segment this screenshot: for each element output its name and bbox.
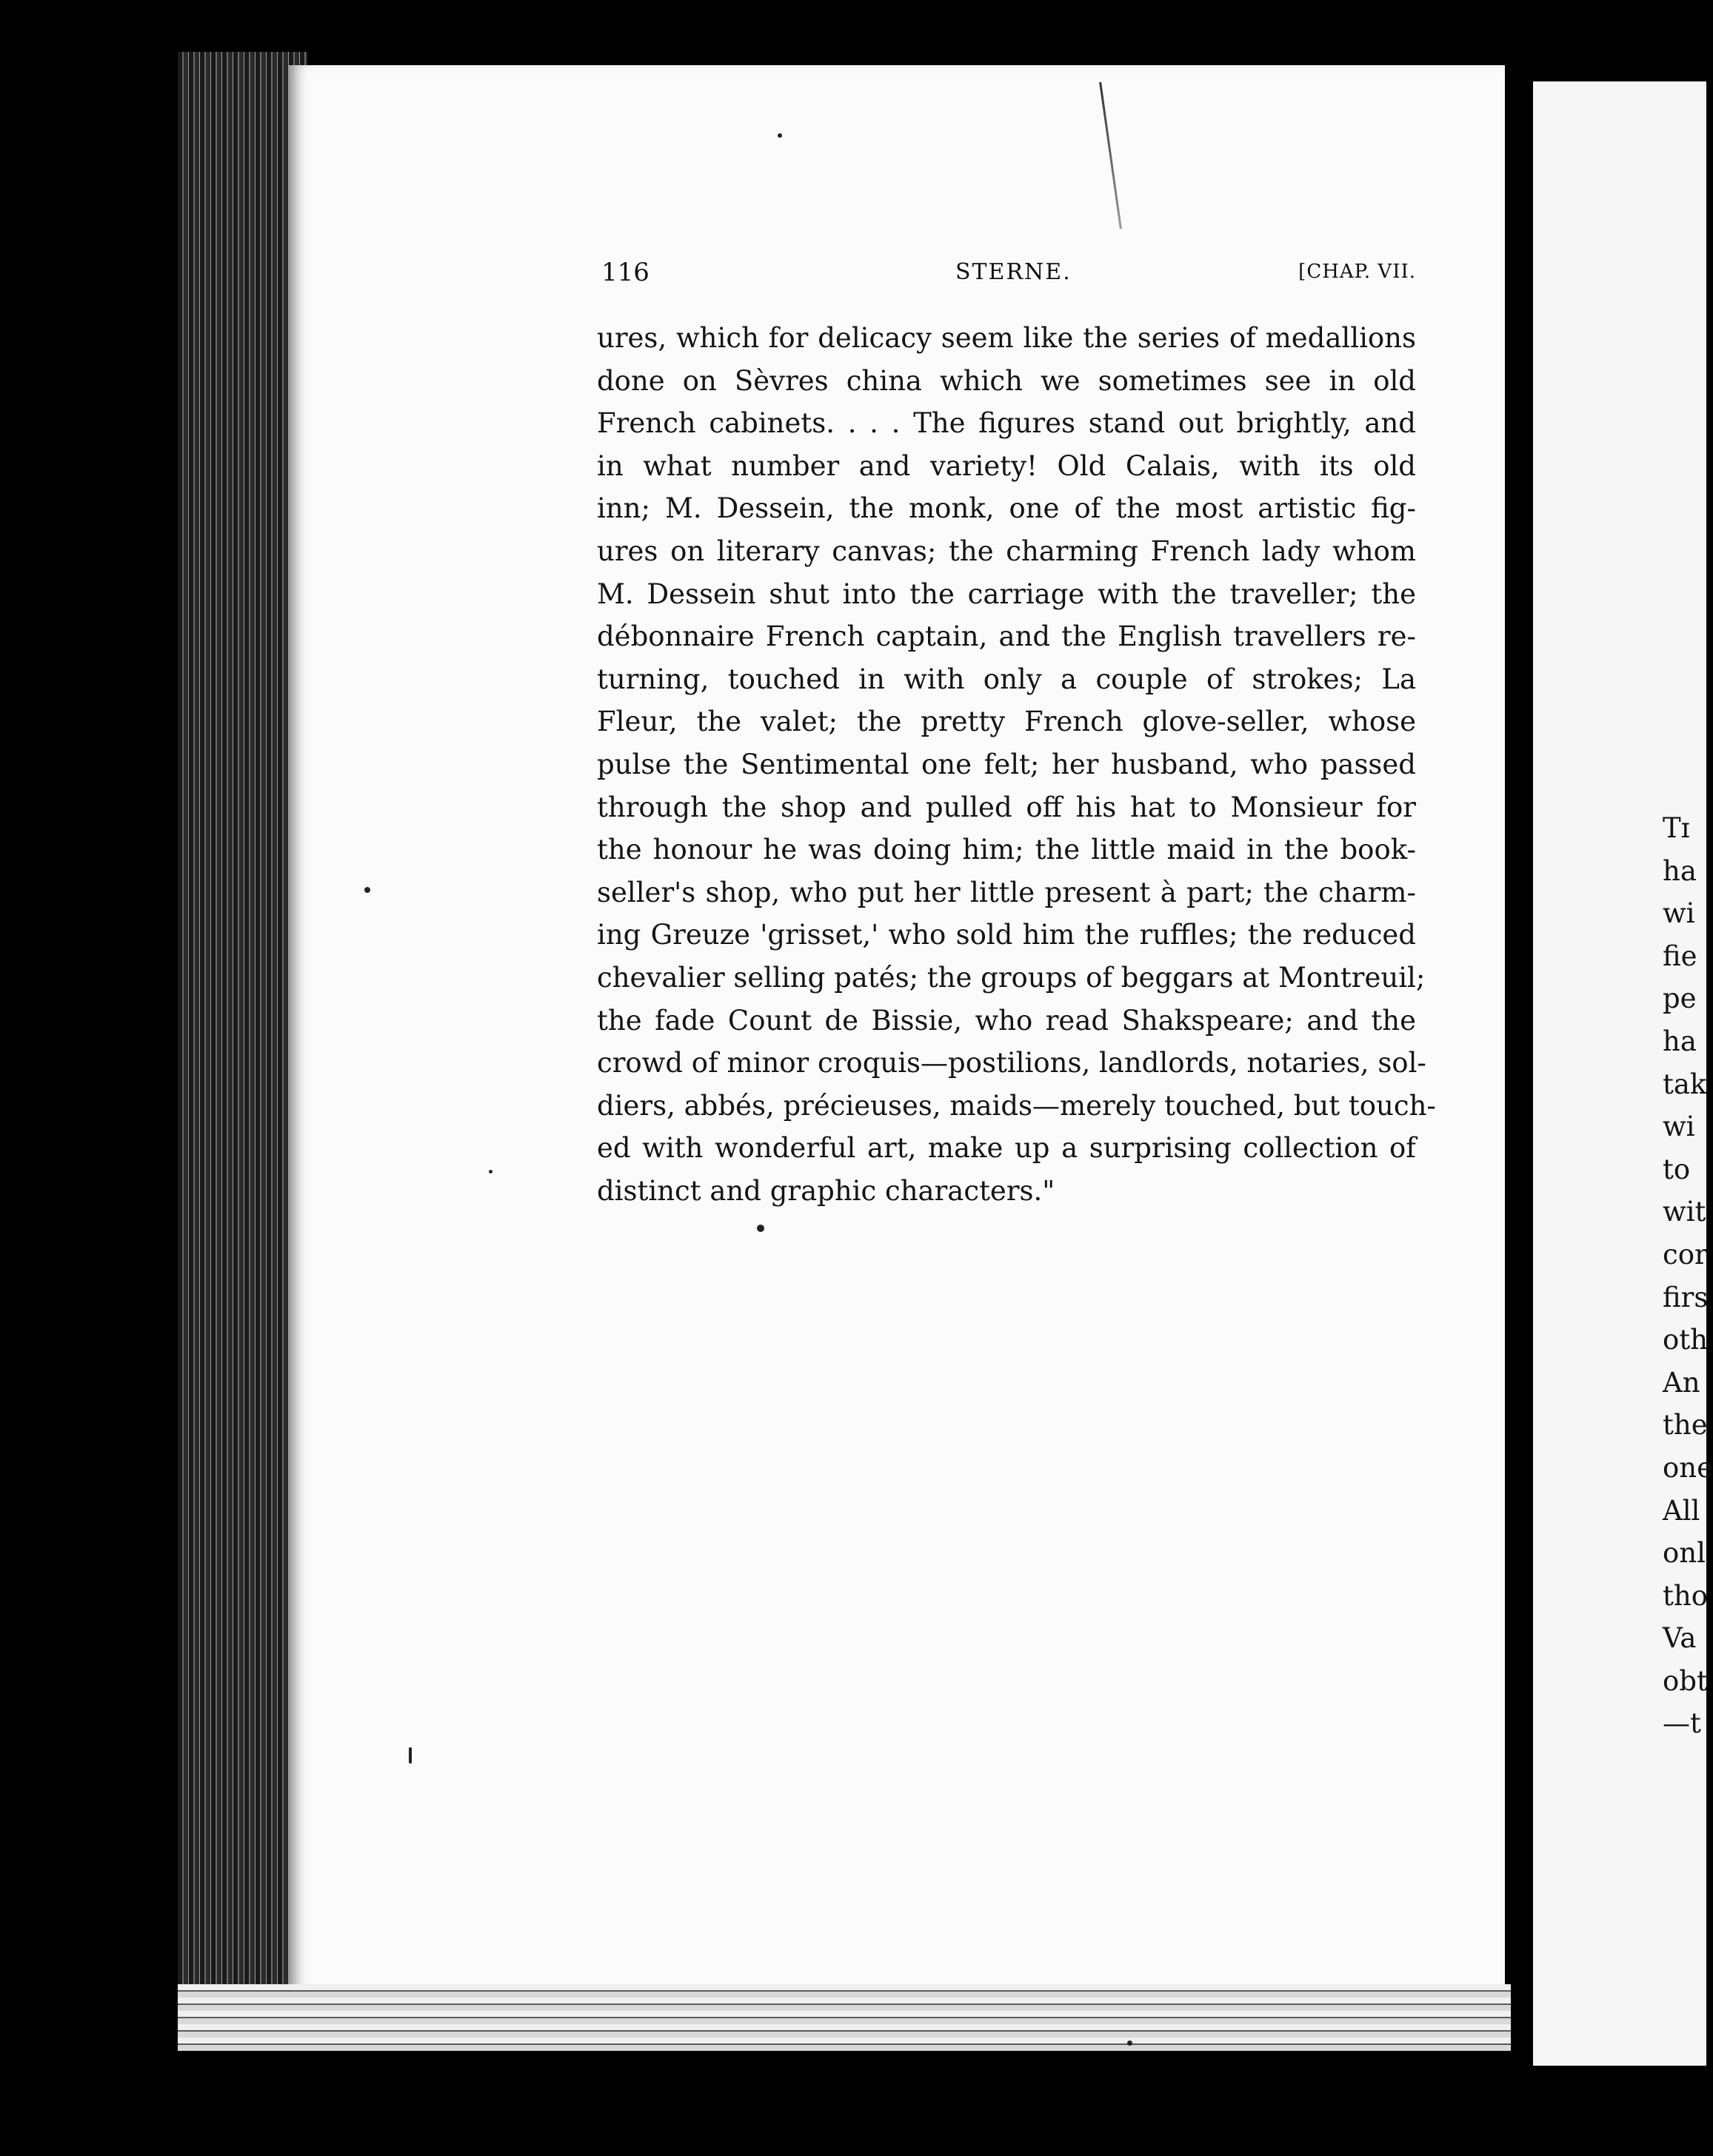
facing-line: wit: [1663, 1196, 1706, 1228]
facing-line: to: [1663, 1153, 1691, 1185]
body-text: [597, 317, 1436, 1212]
text-line: ed with wonderful art, make up a surprising collection of: [597, 1132, 1416, 1165]
text-line: the fade Count de Bissie, who read Shakspeare; and the: [597, 1004, 1416, 1037]
text-line: ures on literary canvas; the charming French lady whom: [597, 535, 1416, 567]
text-line: débonnaire French captain, and the English travellers re-: [597, 620, 1416, 653]
facing-line: pe: [1663, 982, 1697, 1015]
facing-line: firs: [1663, 1281, 1709, 1313]
text-line: turning, touched in with only a couple of strokes; La: [597, 663, 1416, 695]
facing-line: Tɪ: [1663, 812, 1690, 844]
text-line: in what number and variety! Old Calais, with its old: [597, 449, 1416, 482]
text-line: done on Sèvres china which we sometimes see in old: [597, 364, 1416, 397]
facing-line: cor: [1663, 1238, 1708, 1270]
book-bottom-edge: [178, 1984, 1511, 2051]
text-line: pulse the Sentimental one felt; her husband, who passed: [597, 748, 1416, 780]
facing-line: obt: [1663, 1664, 1708, 1697]
facing-line: wi: [1663, 1111, 1695, 1143]
ink-fleck: [364, 887, 370, 893]
facing-line: tho: [1663, 1579, 1708, 1612]
facing-line: ha: [1663, 1025, 1697, 1057]
facing-line: the: [1663, 1409, 1708, 1442]
book-page-edges: [178, 52, 307, 2006]
ink-fleck: [757, 1225, 764, 1232]
ink-fleck: [409, 1747, 412, 1764]
text-line: seller's shop, who put her little present à part; the charm-: [597, 876, 1416, 908]
facing-line: An: [1663, 1366, 1700, 1399]
facing-line: oth: [1663, 1324, 1708, 1356]
facing-line: fie: [1663, 940, 1697, 972]
page-number: 116: [601, 258, 650, 287]
facing-line: All: [1663, 1494, 1700, 1527]
text-line: through the shop and pulled off his hat to Monsieur for: [597, 791, 1416, 823]
text-line: Fleur, the valet; the pretty French glove-seller, whose: [597, 706, 1416, 738]
facing-line: onl: [1663, 1537, 1706, 1570]
ink-fleck: [489, 1170, 492, 1174]
running-head: [601, 258, 1416, 290]
text-line: chevalier selling patés; the groups of beggars at Montreuil;: [597, 961, 1426, 994]
text-line: ures, which for delicacy seem like the series of medallions: [597, 322, 1416, 354]
text-line: M. Dessein shut into the carriage with the traveller; the: [597, 578, 1416, 610]
text-line: crowd of minor croquis—postilions, landlords, notaries, sol-: [597, 1047, 1426, 1079]
running-title: STERNE.: [955, 259, 1072, 285]
text-line: diers, abbés, précieuses, maids—merely touched, but touch-: [597, 1089, 1436, 1122]
text-line: inn; M. Dessein, the monk, one of the most artistic fig-: [597, 492, 1416, 525]
facing-line: tak: [1663, 1068, 1707, 1100]
text-line: French cabinets. . . . The figures stand out brightly, and: [597, 407, 1416, 440]
chapter-label: [CHAP. VII.: [1298, 261, 1416, 283]
facing-line: one: [1663, 1451, 1713, 1484]
ink-fleck: [778, 133, 782, 138]
facing-line: ha: [1663, 854, 1697, 887]
text-line: ing Greuze 'grisset,' who sold him the ruffles; the reduced: [597, 919, 1416, 951]
text-line-final: distinct and graphic characters.": [597, 1174, 1055, 1207]
text-line: the honour he was doing him; the little maid in the book-: [597, 834, 1416, 866]
facing-line: —t: [1663, 1707, 1701, 1740]
facing-page-text: [1663, 807, 1713, 1745]
facing-line: wi: [1663, 897, 1695, 930]
ink-fleck: [1127, 2040, 1132, 2046]
facing-line: Va: [1663, 1622, 1697, 1655]
